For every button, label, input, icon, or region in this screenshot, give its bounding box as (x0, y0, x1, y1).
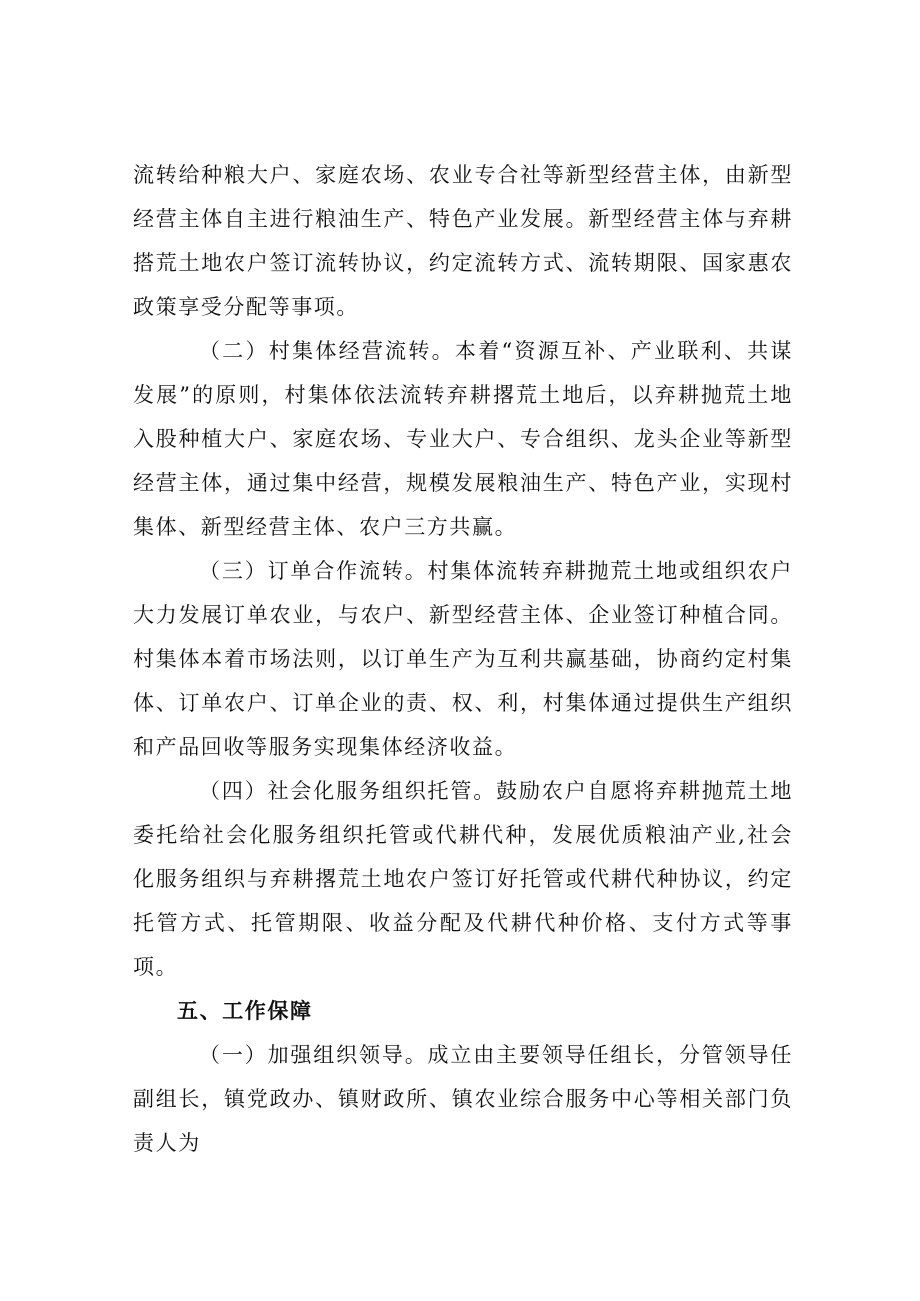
document-body (133, 153, 793, 1165)
section-heading-work-guarantee: 五、工作保障 (177, 999, 313, 1023)
paragraph-order-cooperation: （三）订单合作流转。村集体流转弃耕抛荒土地或组织农户大力发展订单农业，与农户、新型经营主体、企业签订种植合同。村集体本着市场法则，以订单生产为互利共赢基础，协商约定村集体、订单农户、订单企业的责、权、利，村集体通过提供生产组织和产品回收等服务实现集体经济收益。 (133, 559, 793, 759)
paragraph-socialized-service-trusteeship: （四）社会化服务组织托管。鼓励农户自愿将弃耕抛荒土地委托给社会化服务组织托管或代耕代种，发展优质粮油产业,社会化服务组织与弃耕撂荒土地农户签订好托管或代耕代种协议，约定托管方式、托管期限、收益分配及代耕代种价格、支付方式等事项。 (133, 779, 793, 979)
paragraph-continuation: 流转给种粮大户、家庭农场、农业专合社等新型经营主体，由新型经营主体自主进行粮油生产、特色产业发展。新型经营主体与弃耕搭荒土地农户签订流转协议，约定流转方式、流转期限、国家惠农政策享受分配等事项。 (133, 163, 793, 319)
paragraph-village-collective-operation: （二）村集体经营流转。本着“资源互补、产业联利、共谋发展”的原则，村集体依法流转弃耕撂荒土地后，以弃耕抛荒土地入股种植大户、家庭农场、专业大户、专合组织、龙头企业等新型经营主体，通过集中经营，规模发展粮油生产、特色产业，实现村集体、新型经营主体、农户三方共赢。 (133, 339, 793, 539)
paragraph-organizational-leadership: （一）加强组织领导。成立由主要领导任组长，分管领导任副组长，镇党政办、镇财政所、镇农业综合服务中心等相关部门负责人为 (133, 1043, 793, 1155)
